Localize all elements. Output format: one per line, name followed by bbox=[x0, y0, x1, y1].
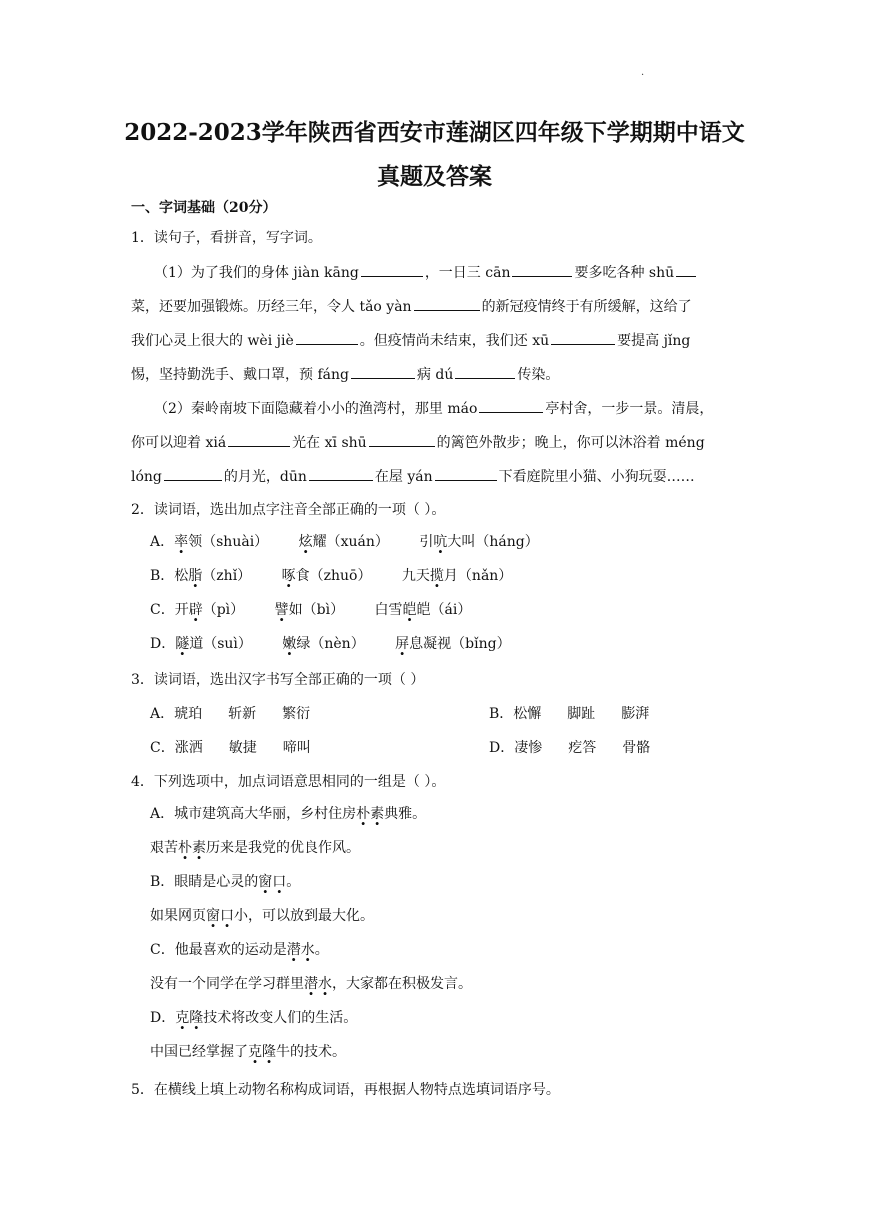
q3-option-b[interactable]: B．松懈 脚趾 膨湃 bbox=[489, 706, 650, 722]
answer-blank[interactable] bbox=[228, 432, 290, 447]
q4-option-a-line2: 艰苦朴素历来是我党的优良作风。 bbox=[150, 840, 360, 856]
q5-stem: 5．在横线上填上动物名称构成词语，再根据人物特点选填词语序号。 bbox=[131, 1082, 560, 1098]
q2-stem: 2．读词语，选出加点字注音全部正确的一项（ ）。 bbox=[131, 502, 446, 518]
q3-option-d[interactable]: D．凄惨 疙答 骨骼 bbox=[489, 740, 651, 756]
answer-blank[interactable] bbox=[164, 466, 222, 481]
q2-option-a[interactable]: A．率领（shuài） 炫耀（xuán） 引吭大叫（háng） bbox=[150, 534, 539, 550]
answer-blank[interactable] bbox=[361, 262, 423, 277]
answer-blank[interactable] bbox=[351, 364, 415, 379]
q1-p1-line1: （1）为了我们的身体 jiàn kāng ，一日三 cān 要多吃各种 shū bbox=[154, 262, 698, 283]
q3-option-c[interactable]: C．涨洒 敏捷 啼叫 bbox=[150, 740, 311, 756]
q3-option-a[interactable]: A．琥珀 斩新 繁衍 bbox=[150, 706, 311, 722]
answer-blank[interactable] bbox=[551, 330, 615, 345]
q4-option-b-line1[interactable]: B．眼睛是心灵的窗口。 bbox=[150, 874, 301, 890]
answer-blank[interactable] bbox=[455, 364, 515, 379]
answer-blank[interactable] bbox=[296, 330, 358, 345]
answer-blank[interactable] bbox=[512, 262, 572, 277]
answer-blank[interactable] bbox=[309, 466, 373, 481]
q1-p1-line2: 菜，还要加强锻炼。历经三年，令人 tǎo yàn 的新冠疫情终于有所缓解，这给了 bbox=[131, 296, 692, 317]
q4-option-d-line1[interactable]: D．克隆技术将改变人们的生活。 bbox=[150, 1010, 358, 1026]
q1-p1-line3: 我们心灵上很大的 wèi jiè 。但疫情尚未结束，我们还 xū 要提高 jǐng bbox=[131, 330, 690, 351]
q4-option-a-line1[interactable]: A．城市建筑高大华丽，乡村住房朴素典雅。 bbox=[150, 806, 427, 822]
answer-blank[interactable] bbox=[414, 296, 480, 311]
q1-p2-line2: 你可以迎着 xiá 光在 xī shū 的篱笆外散步；晚上，你可以沐浴着 méng bbox=[131, 432, 705, 453]
q4-stem: 4．下列选项中，加点词语意思相同的一组是（ ）。 bbox=[131, 774, 446, 790]
page-title-line2: 真题及答案 bbox=[377, 163, 492, 190]
q2-option-d[interactable]: D．隧道（suì） 嫩绿（nèn） 屏息凝视（bǐng） bbox=[150, 636, 511, 652]
q2-option-c[interactable]: C．开辟（pì） 譬如（bì） 白雪皑皑（ái） bbox=[150, 602, 472, 618]
q1-stem: 1．读句子，看拼音，写字词。 bbox=[131, 230, 322, 246]
q4-option-c-line1[interactable]: C．他最喜欢的运动是潜水。 bbox=[150, 942, 329, 958]
q1-p1-line4: 惕，坚持勤洗手、戴口罩，预 fáng 病 dú 传染。 bbox=[131, 364, 559, 385]
q4-option-b-line2: 如果网页窗口小，可以放到最大化。 bbox=[150, 908, 374, 924]
answer-blank[interactable] bbox=[676, 262, 696, 277]
q1-p2-line3: lóng 的月光，dūn 在屋 yán 下看庭院里小猫、小狗玩耍…… bbox=[131, 466, 695, 487]
q4-option-d-line2: 中国已经掌握了克隆牛的技术。 bbox=[150, 1044, 346, 1060]
q1-p2-line1: （2）秦岭南坡下面隐藏着小小的渔湾村，那里 máo 亭村舍，一步一景。清晨， bbox=[154, 398, 713, 419]
q2-option-b[interactable]: B．松脂（zhǐ） 啄食（zhuō） 九天揽月（nǎn） bbox=[150, 568, 513, 584]
section-heading: 一、字词基础（20分） bbox=[131, 200, 277, 216]
q3-stem: 3．读词语，选出汉字书写全部正确的一项（ ） bbox=[131, 672, 425, 688]
page-marker-dot: · bbox=[641, 70, 645, 81]
answer-blank[interactable] bbox=[479, 398, 543, 413]
q4-option-c-line2: 没有一个同学在学习群里潜水，大家都在积极发言。 bbox=[150, 976, 472, 992]
answer-blank[interactable] bbox=[435, 466, 497, 481]
answer-blank[interactable] bbox=[369, 432, 435, 447]
page-title-line1: 2022-2023学年陕西省西安市莲湖区四年级下学期期中语文 bbox=[124, 119, 745, 146]
